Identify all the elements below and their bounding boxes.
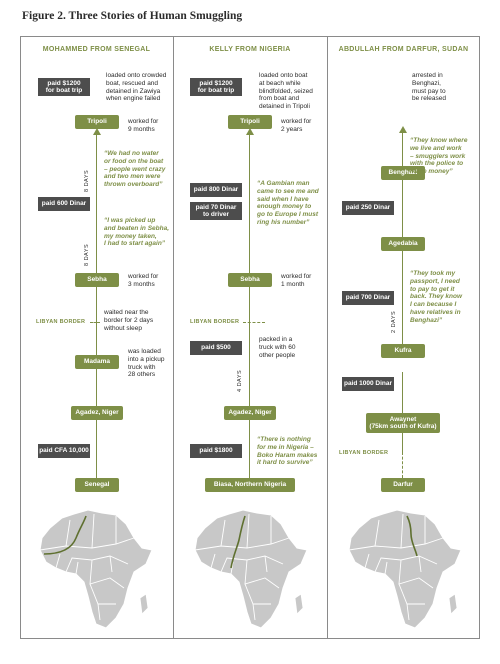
route-arrowhead (246, 128, 254, 135)
libyan-border-label: LIBYAN BORDER (36, 319, 86, 325)
payment-box: paid $1200 for boat trip (38, 78, 90, 96)
payment-box: paid 70 Dinar to driver (190, 202, 242, 220)
node-awaynet: Awaynet (75km south of Kufra) (366, 413, 440, 433)
node-senegal: Senegal (75, 478, 119, 492)
event-note: worked for 9 months (128, 118, 159, 133)
payment-box: paid 250 Dinar (342, 201, 394, 215)
africa-outline (40, 510, 152, 628)
column-header-kelly: KELLY FROM NIGERIA (209, 46, 291, 53)
route-line (249, 135, 250, 480)
node-agedabia: Agedabia (381, 237, 425, 251)
payment-box: paid 1000 Dinar (342, 377, 394, 391)
payment-box: paid $1200 for boat trip (190, 78, 242, 96)
node-benghazi: Benghazi (381, 166, 425, 180)
event-note: was loaded into a pickup truck with 28 others (128, 348, 165, 379)
event-note: arrested in Benghazi, must pay to be released (412, 72, 446, 103)
quote: “A Gambian man came to see me and said when I have enough money to go to Europe I must ring his number” (257, 180, 319, 226)
payment-box: paid 800 Dinar (190, 183, 242, 197)
duration-label: 8 DAYS (84, 169, 90, 192)
route-line (402, 372, 403, 452)
africa-map-route-darfur (345, 508, 463, 632)
node-agadez: Agadez, Niger (224, 406, 276, 420)
africa-map-route-nigeria (191, 508, 309, 632)
payment-box: paid 600 Dinar (38, 197, 90, 211)
column-header-abdullah: ABDULLAH FROM DARFUR, SUDAN (338, 46, 469, 53)
payment-box: paid 700 Dinar (342, 291, 394, 305)
libyan-border-label: LIBYAN BORDER (190, 319, 240, 325)
node-sebha: Sebha (75, 273, 119, 287)
africa-map-route-senegal (36, 508, 154, 632)
event-note: worked for 3 months (128, 273, 159, 288)
africa-outline (349, 510, 461, 628)
column-header-mohammed: MOHAMMED FROM SENEGAL (42, 46, 151, 53)
border-dash (90, 322, 100, 323)
node-biasa: Biasa, Northern Nigeria (205, 478, 295, 492)
node-kufra: Kufra (381, 344, 425, 358)
duration-label: 8 DAYS (84, 243, 90, 266)
node-madama: Madama (75, 355, 119, 369)
payment-box: paid CFA 10,000 (38, 444, 90, 458)
column-divider (327, 36, 328, 639)
quote: “They took my passport, I need to pay to get it back. They know I can because I have relatives in Benghazi” (410, 270, 463, 324)
node-agadez: Agadez, Niger (71, 406, 123, 420)
node-darfur: Darfur (381, 478, 425, 492)
quote: “They know where we live and work – smugglers work with the police to make money” (410, 137, 468, 176)
event-note: worked for 1 month (281, 273, 312, 288)
event-note: worked for 2 years (281, 118, 312, 133)
libyan-border-label: LIBYAN BORDER (339, 450, 389, 456)
duration-label: 4 DAYS (237, 369, 243, 392)
payment-box: paid $1800 (190, 444, 242, 458)
event-note: packed in a truck with 60 other people (259, 336, 296, 359)
quote: “We had no water or food on the boat – people went crazy and two men were thrown overboard” (104, 150, 166, 189)
route-line-dashed (402, 452, 403, 478)
node-sebha: Sebha (228, 273, 272, 287)
africa-outline (195, 510, 307, 628)
event-note: loaded onto crowded boat, rescued and detained in Zawiya when engine failed (106, 72, 167, 103)
payment-box: paid $500 (190, 341, 242, 355)
event-note: waited near the border for 2 days without sleep (104, 309, 154, 332)
route-arrowhead (399, 126, 407, 133)
column-divider (173, 36, 174, 639)
node-tripoli: Tripoli (75, 115, 119, 129)
duration-label: 2 DAYS (391, 310, 397, 333)
route-arrowhead (93, 128, 101, 135)
figure-title: Figure 2. Three Stories of Human Smuggling (22, 10, 243, 22)
quote: “There is nothing for me in Nigeria – Boko Haram makes it hard to survive” (257, 436, 318, 467)
border-dash (243, 322, 265, 323)
node-tripoli: Tripoli (228, 115, 272, 129)
event-note: loaded onto boat at beach while blindfolded, seized from boat and detained in Tripoli (259, 72, 313, 111)
quote: “I was picked up and beaten in Sebha, my money taken, I had to start again” (104, 217, 170, 248)
route-line (96, 135, 97, 480)
